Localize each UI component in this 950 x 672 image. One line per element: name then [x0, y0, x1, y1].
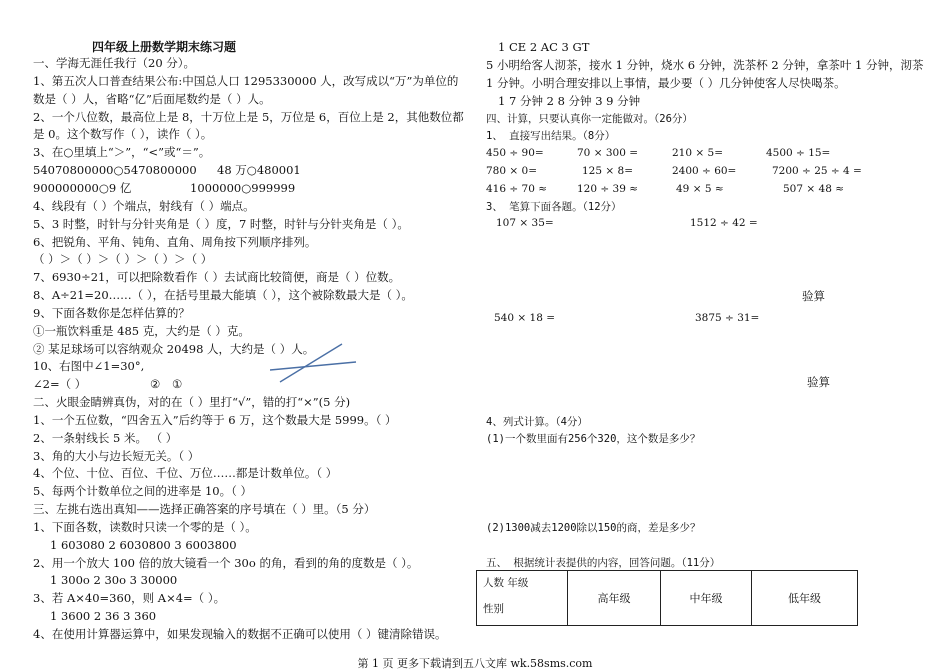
- compare-1a: 54070800000○5470800000: [33, 163, 197, 177]
- check-label-1: 验算: [802, 289, 825, 303]
- question-1-cont: 数是（ ）人，省略“亿”后面尾数约是（ ）人。: [33, 92, 271, 106]
- angle-figure: [270, 340, 360, 390]
- oral-item: 7200 ÷ 25 ÷ 4 =: [772, 165, 862, 177]
- question-5: 5、3 时整，时针与分针夹角是（ ）度，7 时整，时针与分针夹角是（ ）。: [33, 217, 409, 231]
- written-calc-heading: 3、 笔算下面各题。（12分）: [486, 201, 622, 213]
- oral-item: 49 × 5 ≈: [676, 183, 724, 195]
- word-problem-heading: 4、列式计算。（4分）: [486, 416, 588, 428]
- judge-3: 3、角的大小与边长短无关。（ ）: [33, 449, 200, 463]
- angle-2-mark: ②: [150, 377, 161, 391]
- compare-2a: 900000000○9 亿: [33, 181, 132, 195]
- written-3: 540 × 18 =: [494, 312, 556, 324]
- oral-item: 416 ÷ 70 ≈: [486, 183, 548, 195]
- oral-item: 120 ÷ 39 ≈: [577, 183, 639, 195]
- oral-item: 125 × 8=: [582, 165, 633, 177]
- oral-item: 4500 ÷ 15=: [766, 147, 831, 159]
- oral-calc-heading: 1、 直接写出结果。（8分）: [486, 130, 616, 142]
- written-2: 1512 ÷ 42 =: [690, 217, 758, 229]
- question-9b: ② 某足球场可以容纳观众 20498 人，大约是（ ）人。: [33, 342, 315, 356]
- choice-5: 5 小明给客人沏茶，接水 1 分钟，烧水 6 分钟，洗茶杯 2 分钟，拿茶叶 1 分钟，沏茶: [486, 58, 924, 72]
- oral-item: 210 × 5=: [672, 147, 723, 159]
- judge-2: 2、一条射线长 5 米。 （ ）: [33, 431, 178, 445]
- question-10: 10、右图中∠1=30°,: [33, 359, 145, 373]
- compare-2b: 1000000○999999: [190, 181, 296, 195]
- angle-1-mark: ①: [172, 377, 183, 391]
- oral-item: 70 × 300 =: [577, 147, 639, 159]
- page-footer: 第 1 页 更多下载请到五八文库 wk.58sms.com: [357, 657, 593, 670]
- header-middle: 中年级: [661, 571, 752, 626]
- check-label-2: 验算: [807, 375, 830, 389]
- judge-4: 4、个位、十位、百位、千位、万位……都是计数单位。（ ）: [33, 466, 338, 480]
- choice-3: 3、若 A×40=360，则 A×4=（ ）。: [33, 591, 226, 605]
- table-corner-cell: [477, 571, 568, 626]
- header-senior: 高年级: [568, 571, 661, 626]
- oral-item: 780 × 0=: [486, 165, 537, 177]
- choice-5-options: 1 7 分钟 2 8 分钟 3 9 分钟: [498, 94, 641, 108]
- header-junior: 低年级: [752, 571, 858, 626]
- section-4-heading: 四、计算，只要认真你一定能做对。（26分）: [486, 113, 693, 125]
- choice-4-options: 1 CE 2 AC 3 GT: [498, 40, 590, 54]
- question-10-blank: ∠2=（ ）: [33, 377, 87, 391]
- statistics-table: [476, 570, 858, 626]
- section-2-heading: 二、火眼金睛辨真伪，对的在（ ）里打“√”，错的打“×”(5 分): [33, 395, 351, 409]
- question-7: 7、6930÷21，可以把除数看作（ ）去试商比较简便，商是（ ）位数。: [33, 270, 401, 284]
- question-1: 1、第五次人口普查结果公布:中国总人口 1295330000 人，改写成以“万”为单位的: [33, 74, 459, 88]
- oral-item: 2400 ÷ 60=: [672, 165, 737, 177]
- compare-1b: 48 万○480001: [217, 163, 301, 177]
- judge-5: 5、每两个计数单位之间的进率是 10。（ ）: [33, 484, 253, 498]
- oral-item: 450 ÷ 90=: [486, 147, 544, 159]
- oral-item: 507 × 48 ≈: [783, 183, 845, 195]
- word-problem-1: (1)一个数里面有256个320，这个数是多少？: [486, 433, 701, 445]
- question-2-cont: 是 0。这个数写作（ ），读作（ ）。: [33, 127, 213, 141]
- page-title: 四年级上册数学期末练习题: [92, 40, 237, 54]
- corner-top-label: 人数 年级: [483, 577, 529, 589]
- choice-2-options: 1 300o 2 30o 3 30000: [50, 573, 178, 587]
- question-2: 2、一个八位数，最高位上是 8，十万位上是 5，万位是 6，百位上是 2，其他数位都: [33, 110, 464, 124]
- section-3-heading: 三、左挑右选出真知——选择正确答案的序号填在（ ）里。（5 分）: [33, 502, 376, 516]
- choice-4: 4、在使用计算器运算中，如果发现输入的数据不正确可以使用（ ）键清除错误。: [33, 627, 447, 641]
- section-5-heading: 五、 根据统计表提供的内容，回答问题。（11分）: [486, 557, 721, 569]
- question-6-blanks: （ ）＞（ ）＞（ ）＞（ ）＞（ ）: [33, 252, 213, 266]
- question-9a: ①一瓶饮料重是 485 克，大约是（ ）克。: [33, 324, 250, 338]
- question-9: 9、下面各数你是怎样估算的？: [33, 306, 190, 320]
- section-1-heading: 一、学海无涯任我行（20 分）。: [33, 56, 196, 70]
- corner-bottom-label: 性别: [483, 603, 504, 615]
- choice-3-options: 1 3600 2 36 3 360: [50, 609, 157, 623]
- choice-1: 1、下面各数，读数时只读一个零的是（ ）。: [33, 520, 257, 534]
- choice-5-cont: 1 分钟。小明合理安排以上事情，最少要（ ）几分钟使客人尽快喝茶。: [486, 76, 846, 90]
- written-4: 3875 ÷ 31=: [695, 312, 760, 324]
- question-3: 3、在○里填上“＞”，“<”或“＝”。: [33, 145, 211, 159]
- written-1: 107 × 35=: [496, 217, 554, 229]
- choice-2: 2、用一个放大 100 倍的放大镜看一个 30o 的角，看到的角的度数是（ ）。: [33, 556, 419, 570]
- word-problem-2: (2)1300减去1200除以150的商，差是多少？: [486, 522, 701, 534]
- question-4: 4、线段有（ ）个端点，射线有（ ）端点。: [33, 199, 255, 213]
- choice-1-options: 1 603080 2 6030800 3 6003800: [50, 538, 237, 552]
- question-8: 8、A÷21=20……（ ），在括号里最大能填（ ），这个被除数最大是（ ）。: [33, 288, 413, 302]
- judge-1: 1、一个五位数，“四舍五入”后约等于 6 万，这个数最大是 5999。（ ）: [33, 413, 397, 427]
- question-6: 6、把锐角、平角、钝角、直角、周角按下列顺序排列。: [33, 235, 317, 249]
